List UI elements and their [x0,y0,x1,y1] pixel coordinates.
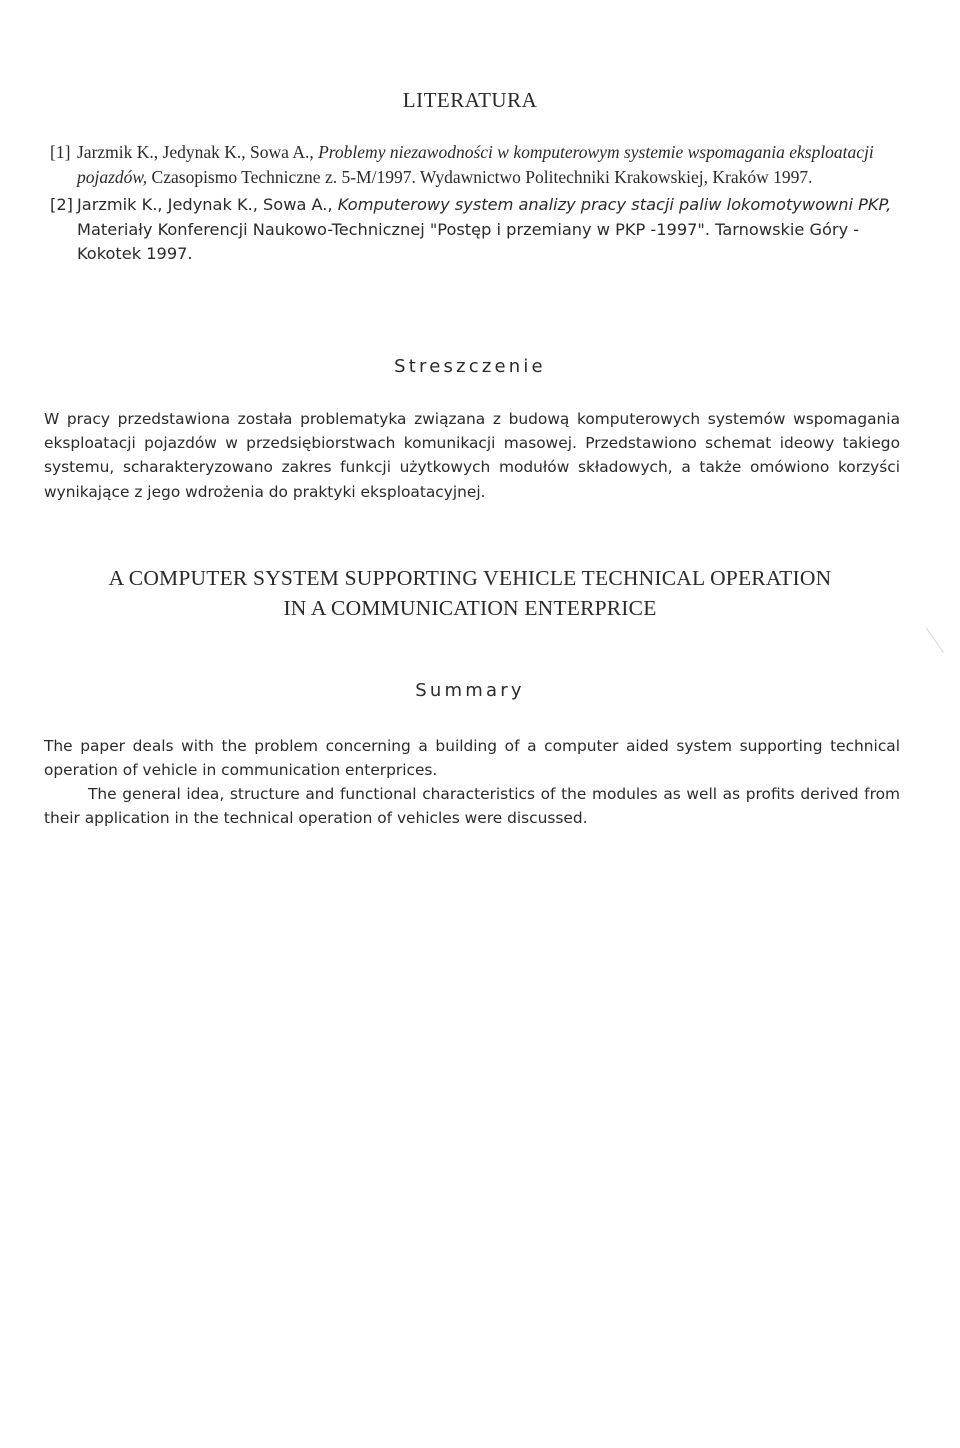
summary-paragraph-1: The paper deals with the problem concerning a building of a computer aided system supporting technical operation of vehicle in communication enterprices. [44,737,900,780]
reference-authors: Jarzmik K., Jedynak K., Sowa A., [77,195,333,214]
reference-number: [2] [50,195,73,214]
streszczenie-text: W pracy przedstawiona została problematyka związana z budową komputerowych systemów wspomagania eksploatacji pojazdów w przedsiębiorstwach komunikacji masowej. Przedstawiono schemat ideowy takiego systemu, scharakteryzowano zakres funkcji użytkowych modułów składowych, a także omówiono korzyści wynikające z jego wdrożenia do praktyki eksploatacyjnej. [44,410,900,501]
reference-title: Komputerowy system analizy pracy stacji paliw lokomotywowni PKP, [337,195,892,214]
summary-heading: Summary [415,680,525,701]
english-title-line-1: A COMPUTER SYSTEM SUPPORTING VEHICLE TECHNICAL OPERATION [108,566,832,590]
reference-title: Problemy niezawodności w komputerowym systemie wspomagania eksploatacji pojazdów, [77,142,874,187]
streszczenie-heading: Streszczenie [394,356,546,377]
scan-mark [926,628,944,653]
reference-authors: Jarzmik K., Jedynak K., Sowa A., [77,142,314,162]
english-title [0,563,940,623]
reference-list [50,140,902,271]
reference-number: [1] [50,142,71,162]
reference-details: Czasopismo Techniczne z. 5-M/1997. Wydawnictwo Politechniki Krakowskiej, Kraków 1997. [151,166,813,187]
literatura-heading: LITERATURA [402,88,538,112]
english-title-line-2: IN A COMMUNICATION ENTERPRICE [283,596,657,620]
summary-paragraph-2: The general idea, structure and functional characteristics of the modules as well as profits derived from their application in the technical operation of vehicles were discussed. [44,785,900,828]
reference-details: Materiały Konferencji Naukowo-Technicznej "Postęp i przemiany w PKP -1997". Tarnowskie Góry - Kokotek 1997. [77,219,860,263]
reference-item [50,193,902,267]
reference-item [50,140,902,189]
